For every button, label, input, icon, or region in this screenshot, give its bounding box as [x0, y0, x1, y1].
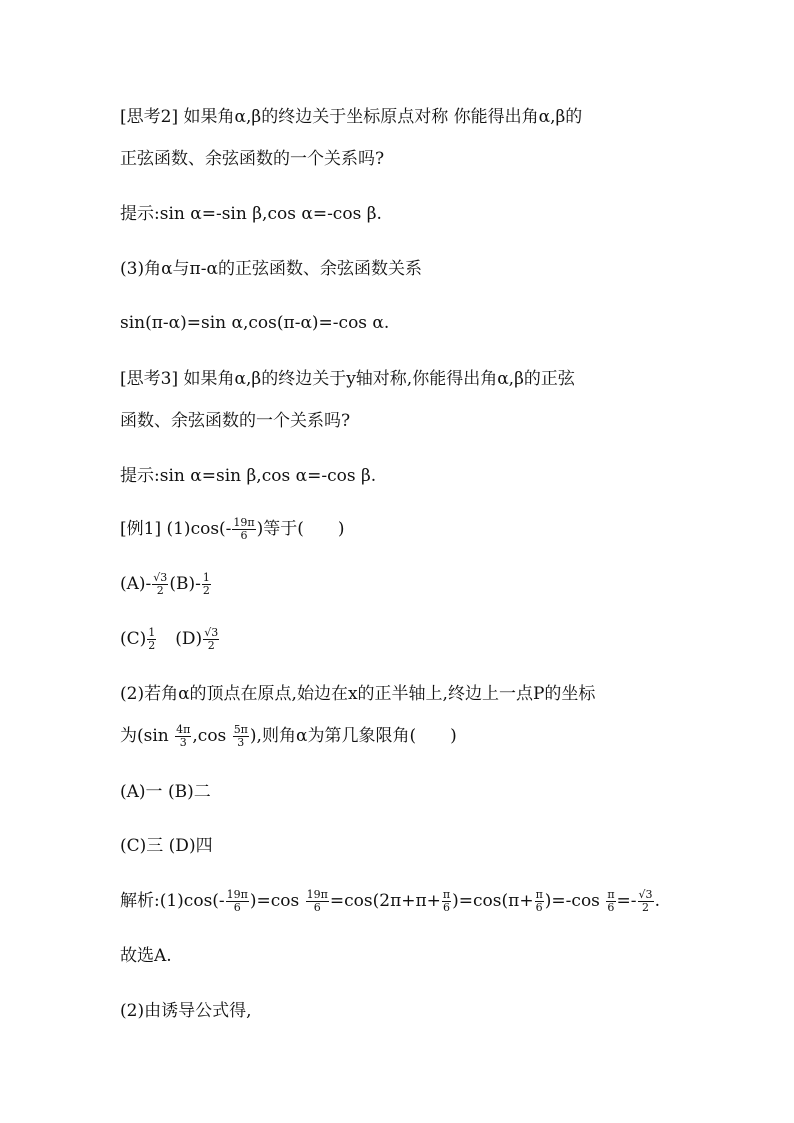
sol-text-7: . [654, 891, 660, 911]
option-c-label: (C) [120, 629, 147, 649]
q2-text-a: 为(sin [120, 726, 175, 746]
fraction: $\frac{4\pi}{3}$ [176, 723, 191, 749]
fraction: $\frac{\pi}{6}$ [535, 888, 543, 914]
options-cd [120, 626, 220, 652]
solution-line1 [120, 888, 660, 914]
think2-hint: 提示:sin α=-sin β,cos α=-cos β. [120, 204, 382, 224]
fraction: $\frac{\pi}{6}$ [442, 888, 451, 914]
think3-question-line2: 函数、余弦函数的一个关系吗? [120, 411, 351, 431]
q2-text-c: ),则角α为第几象限角( ) [249, 726, 457, 746]
sol-text-6: =- [616, 891, 637, 911]
think2-question-line1: [思考2] 如果角α,β的终边关于坐标原点对称 你能得出角α,β的 [120, 107, 583, 127]
think3-question-line1: [思考3] 如果角α,β的终边关于y轴对称,你能得出角α,β的正弦 [120, 369, 575, 389]
fraction: $\frac{19\pi}{6}$ [233, 516, 255, 542]
section3-formula: sin(π-α)=sin α,cos(π-α)=-cos α. [120, 313, 390, 333]
q2-text-b: ,cos [192, 726, 232, 746]
fraction: $\frac{√3}{2}$ [153, 571, 168, 597]
question2-line1: (2)若角α的顶点在原点,始边在x的正半轴上,终边上一点P的坐标 [120, 684, 596, 704]
options-ab-2: (A)一 (B)二 [120, 782, 211, 802]
option-d-label: (D) [175, 629, 203, 649]
fraction: $\frac{1}{2}$ [202, 571, 210, 597]
options-ab [120, 571, 212, 597]
fraction: $\frac{19\pi}{6}$ [306, 888, 328, 914]
example1-question [120, 516, 345, 542]
example1-prefix: [例1] (1)cos(- [120, 519, 232, 539]
question2-line2 [120, 723, 457, 749]
sol-text-1: 解析:(1)cos(- [120, 891, 225, 911]
sol-text-5: )=-cos [544, 891, 606, 911]
fraction: $\frac{√3}{2}$ [638, 888, 653, 914]
fraction: $\frac{5\pi}{3}$ [233, 723, 248, 749]
sol-text-3: =cos(2π+π+ [329, 891, 441, 911]
options-cd-2: (C)三 (D)四 [120, 836, 213, 856]
sol-text-2: )=cos [249, 891, 305, 911]
solution-part2: (2)由诱导公式得, [120, 1001, 252, 1021]
option-b-label: (B)- [169, 574, 201, 594]
think3-hint: 提示:sin α=sin β,cos α=-cos β. [120, 466, 377, 486]
section3-heading: (3)角α与π-α的正弦函数、余弦函数关系 [120, 259, 422, 279]
fraction: $\frac{1}{2}$ [148, 626, 156, 652]
fraction: $\frac{19\pi}{6}$ [226, 888, 248, 914]
think2-question-line2: 正弦函数、余弦函数的一个关系吗? [120, 149, 385, 169]
example1-suffix: )等于( ) [256, 519, 345, 539]
sol-text-4: )=cos(π+ [452, 891, 534, 911]
fraction: $\frac{\pi}{6}$ [607, 888, 615, 914]
answer-choice: 故选A. [120, 946, 172, 966]
fraction: $\frac{√3}{2}$ [204, 626, 219, 652]
option-a-label: (A)- [120, 574, 152, 594]
